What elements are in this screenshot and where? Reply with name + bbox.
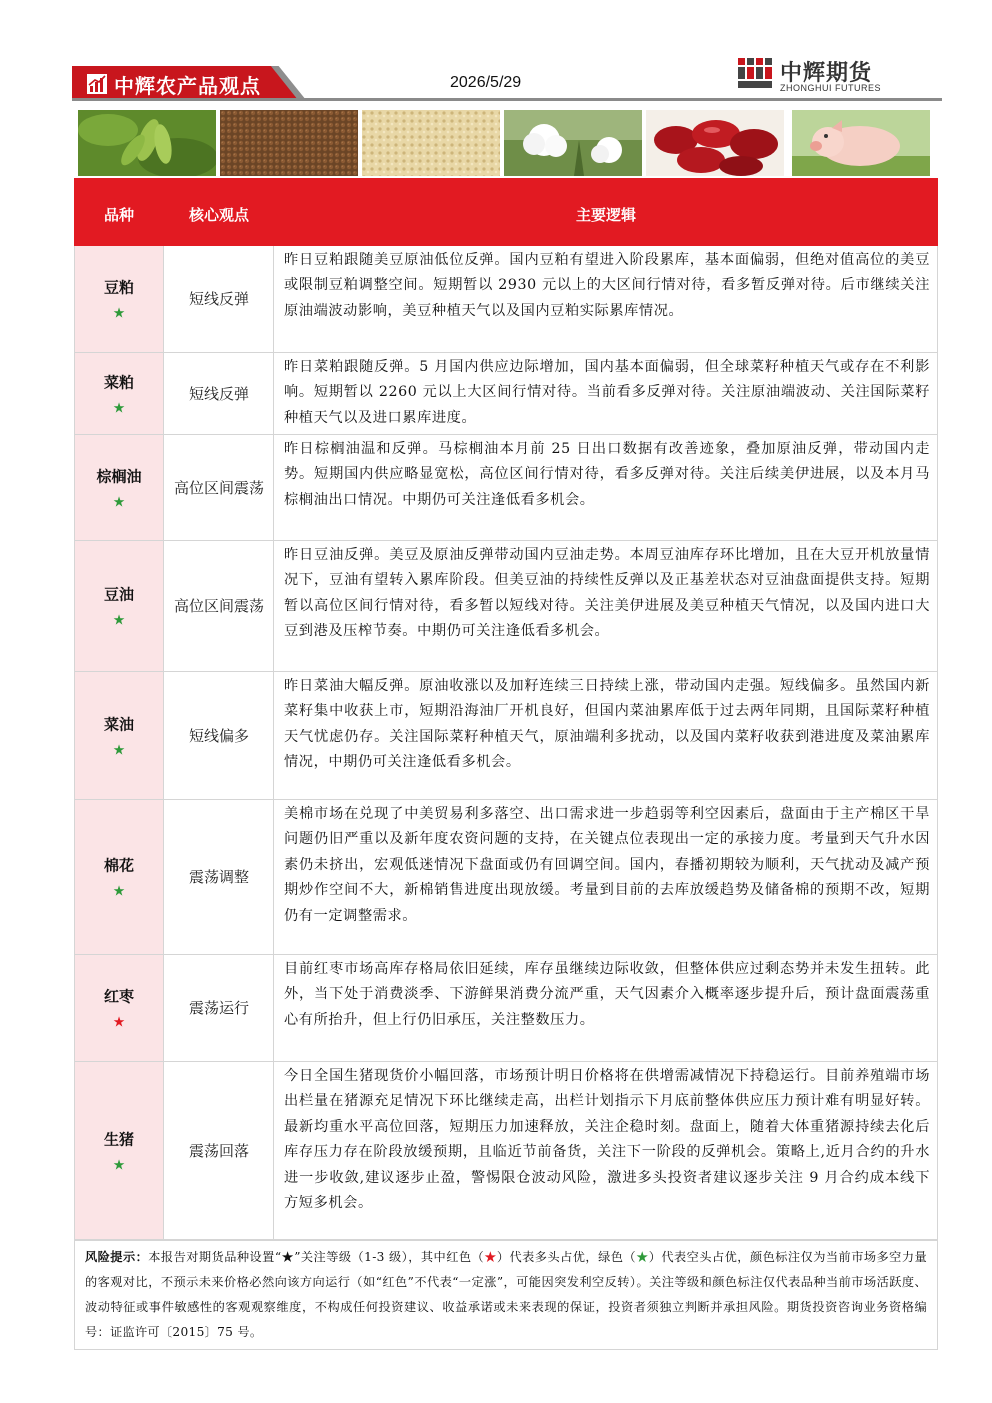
rating-star-icon: ★ <box>112 883 126 900</box>
main-logic-cell <box>274 800 938 954</box>
variety-cell <box>74 435 164 540</box>
main-logic-cell <box>274 1062 938 1239</box>
variety-cell <box>74 246 164 352</box>
variety-cell <box>74 955 164 1061</box>
risk-text-part-2: ）代表多头占优，绿色（ <box>496 1250 637 1264</box>
variety-cell <box>74 672 164 799</box>
core-view: 震荡运行 <box>188 999 249 1017</box>
main-logic-cell <box>274 353 938 434</box>
main-logic: 美棉市场在兑现了中美贸易利多落空、出口需求进一步趋弱等利空因素后，盘面由于主产棉区干旱问题仍旧严重以及新年度农资问题的支持，在关键点位表现出一定的承接力度。考量到天气升水因素仍未挤出，宏观低迷情况下盘面或仍有回调空间。国内，春播初期较为顺利，天气扰动及减产预期炒作空间不大，新棉销售进度出现放缓。考量到目前的去库放缓趋势及储备棉的预期不改，短期仍有一定调整需求。 <box>284 806 930 924</box>
section-title: 中辉农产品观点 <box>114 74 261 98</box>
red-dates-photo <box>646 110 784 176</box>
meal-photo <box>362 110 500 176</box>
rating-star-icon: ★ <box>112 742 126 758</box>
rating-star-icon: ★ <box>112 1157 126 1173</box>
variety-name: 菜油 <box>103 715 134 733</box>
core-view: 短线反弹 <box>188 290 249 308</box>
table-header <box>74 178 938 246</box>
table-row <box>74 353 938 435</box>
risk-label: 风险提示： <box>85 1250 149 1264</box>
table-row <box>74 672 938 800</box>
core-view: 高位区间震荡 <box>173 597 264 615</box>
cotton-photo <box>504 110 642 176</box>
rating-star-icon: ★ <box>112 612 126 629</box>
header-core-view: 核心观点 <box>188 206 249 224</box>
variety-cell <box>74 541 164 671</box>
main-logic: 昨日豆油反弹。美豆及原油反弹带动国内豆油走势。本周豆油库存环比增加，且在大豆开机放量情况下，豆油有望转入累库阶段。但美豆油的持续性反弹以及正基差状态对豆油盘面提供支持。短期暂以高位区间行情对待，看多暂以短线对待。关注美伊进展及美豆种植天气情况，以及国内进口大豆到港及压榨节奏。中期仍可关注逢低看多机会。 <box>284 547 930 640</box>
chart-icon <box>86 73 108 95</box>
variety-name: 豆油 <box>103 585 134 604</box>
table-row <box>74 955 938 1062</box>
main-logic: 目前红枣市场高库存格局依旧延续，库存虽继续边际收敛，但整体供应过剩态势并未发生扭转。此外，当下处于消费淡季、下游鲜果消费分流严重，天气因素介入概率逐步提升后，预计盘面震荡重心有所抬升，但上行仍旧承压，关注整数压力。 <box>284 961 930 1028</box>
core-view: 短线反弹 <box>188 384 249 403</box>
risk-text-part-1: 本报告对期货品种设置“★”关注等级（1-3 级），其中红色（ <box>148 1250 485 1264</box>
red-star-icon: ★ <box>484 1250 497 1264</box>
rating-star-icon: ★ <box>112 494 126 510</box>
core-view-cell <box>164 353 274 434</box>
table-row <box>74 246 938 353</box>
logo-chinese: 中辉期货 <box>780 61 873 86</box>
header-main-logic: 主要逻辑 <box>575 206 636 224</box>
risk-text-part-3: ）代表空头占优，颜色标注仅为当前市场多空力量的客观对比，不预示未来价格必然向该方向运行（如“红色”不代表“一定涨”，可能因突发利空反转）。关注等级和颜色标注仅代表品种当前市场活跃度、波动特征或事件敏感性的客观观察维度，不构成任何投资建议、收益承诺或未来表现的保证，投资者须独立判断并承担风险。期货投资咨询业务资格编号：证监许可〔2015〕75 号。 <box>85 1250 927 1339</box>
table-row <box>74 1062 938 1240</box>
main-logic-cell <box>274 435 938 540</box>
risk-disclaimer <box>74 1240 938 1350</box>
main-logic: 昨日棕榈油温和反弹。马棕榈油本月前 25 日出口数据有改善迹象，叠加原油反弹，带动国内走势。短期国内供应略显宽松，高位区间行情对待，看多反弹对待。关注后续美伊进展，以及本月马棕榈油出口情况。中期仍可关注逢低看多机会。 <box>284 441 930 508</box>
main-logic: 今日全国生猪现货价小幅回落，市场预计明日价格将在供增需减情况下持稳运行。目前养殖端市场出栏量在猪源充足情况下环比继续走高，出栏计划指示下月底前整体供应压力预计难有明显好转。最新均重水平高位回落，短期压力加速释放，关注企稳时刻。盘面上，随着大体重猪源持续去化后库存压力存在阶段放缓预期，且临近节前备货，关注下一阶段的反弹机会。策略上,近月合约的升水进一步收敛,建议逐步止盈，警惕限仓波动风险，激进多头投资者建议逐步关注 9 月合约成本线下方短多机会。 <box>284 1068 930 1212</box>
variety-name: 红枣 <box>103 987 134 1006</box>
logo-mark-icon <box>738 58 772 88</box>
variety-cell <box>74 353 164 434</box>
variety-cell <box>74 1062 164 1239</box>
core-view-cell <box>164 541 274 671</box>
rating-star-icon: ★ <box>112 1014 126 1031</box>
header-variety: 品种 <box>103 206 134 224</box>
core-view-cell <box>164 246 274 352</box>
variety-name: 棕榈油 <box>96 467 142 485</box>
core-view-cell <box>164 955 274 1061</box>
table-row <box>74 541 938 672</box>
company-logo <box>738 56 908 94</box>
core-view-cell <box>164 435 274 540</box>
variety-cell <box>74 800 164 954</box>
variety-name: 生猪 <box>103 1130 134 1148</box>
rating-star-icon: ★ <box>112 400 126 416</box>
core-view-cell <box>164 672 274 799</box>
core-view: 震荡调整 <box>188 868 249 886</box>
pig-photo <box>792 110 930 176</box>
core-view-cell <box>164 1062 274 1239</box>
report-date: 2026/5/29 <box>450 74 522 91</box>
main-logic-cell <box>274 246 938 352</box>
variety-name: 菜粕 <box>103 373 134 391</box>
soybean-plant-photo <box>78 110 216 176</box>
main-logic-cell <box>274 672 938 799</box>
table-row <box>74 800 938 955</box>
table-right-border <box>937 246 938 1350</box>
core-view: 短线偏多 <box>188 726 249 745</box>
table-left-border <box>74 246 75 1350</box>
core-view: 高位区间震荡 <box>173 478 264 497</box>
rapeseed-photo <box>220 110 358 176</box>
variety-name: 豆粕 <box>103 278 134 297</box>
logo-english: ZHONGHUI FUTURES <box>780 83 881 93</box>
rating-star-icon: ★ <box>112 305 126 322</box>
main-logic: 昨日菜油大幅反弹。原油收涨以及加籽连续三日持续上涨，带动国内走强。短线偏多。虽然国内新菜籽集中收获上市，短期沿海油厂开机良好，但国内菜油累库低于过去两年同期，且国际菜籽种植天气忧虑仍存。关注国际菜籽种植天气，原油端利多扰动，以及国内菜籽收获到港进度及菜油累库情况，中期仍可关注逢低看多机会。 <box>284 678 930 771</box>
table-row <box>74 435 938 541</box>
commodity-photo-strip <box>78 110 938 176</box>
main-logic-cell <box>274 955 938 1061</box>
main-logic-cell <box>274 541 938 671</box>
core-view: 震荡回落 <box>188 1141 249 1160</box>
variety-name: 棉花 <box>103 856 134 875</box>
core-view-cell <box>164 800 274 954</box>
main-logic: 昨日豆粕跟随美豆原油低位反弹。国内豆粕有望进入阶段累库，基本面偏弱，但绝对值高位的美豆或限制豆粕调整空间。短期暂以 2930 元以上的大区间行情对待，看多暂反弹对待。后市继续关注原油端波动影响，美豆种植天气以及国内豆粕实际累库情况。 <box>284 252 930 319</box>
green-star-icon: ★ <box>636 1250 649 1264</box>
main-logic: 昨日菜粕跟随反弹。5 月国内供应边际增加，国内基本面偏弱，但全球菜籽种植天气或存在不利影响。短期暂以 2260 元以上大区间行情对待。当前看多反弹对待。关注原油端波动、关注国际菜籽种植天气以及进口累库进度。 <box>284 359 930 426</box>
